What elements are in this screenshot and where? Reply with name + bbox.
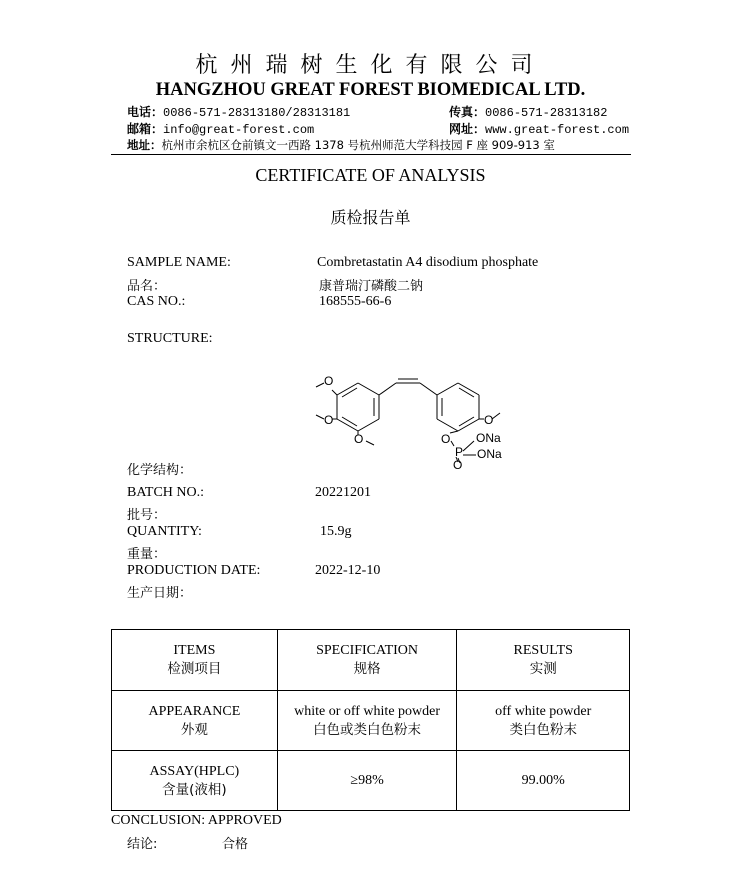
header-divider bbox=[111, 154, 631, 155]
item-cn: 外观 bbox=[180, 721, 208, 738]
atom-oxygen: O bbox=[453, 458, 463, 472]
batch-label: BATCH NO.: bbox=[127, 485, 205, 500]
phone-line bbox=[127, 103, 350, 120]
table-row bbox=[112, 691, 630, 751]
item-en: ASSAY(HPLC) bbox=[149, 763, 240, 779]
item-cn: 含量(液相) bbox=[162, 781, 227, 798]
cell-specification: ≥98% bbox=[277, 751, 457, 811]
atom-phosphorus: P bbox=[455, 445, 464, 459]
address-line bbox=[127, 137, 555, 153]
quantity-label: QUANTITY: bbox=[127, 524, 202, 539]
conclusion-label-cn: 结论: bbox=[127, 837, 158, 852]
chemical-structure bbox=[310, 365, 510, 473]
company-name-cn: 杭州瑞树生化有限公司 bbox=[195, 53, 546, 78]
certificate-title: CERTIFICATE OF ANALYSIS bbox=[255, 165, 486, 185]
cell-specification bbox=[277, 691, 457, 751]
results-table bbox=[111, 629, 630, 811]
production-date-label: PRODUCTION DATE: bbox=[127, 563, 261, 578]
atom-oxygen: O bbox=[354, 432, 364, 446]
header-results-cn: 实测 bbox=[529, 661, 557, 677]
phone-value: 0086-571-28313180/28313181 bbox=[163, 106, 351, 120]
cell-item bbox=[112, 751, 278, 811]
atom-sodium-oxide: ONa bbox=[477, 447, 502, 461]
website-label: 网址： bbox=[449, 122, 486, 136]
email-label: 邮箱： bbox=[127, 122, 164, 136]
quantity-label-cn: 重量： bbox=[127, 547, 167, 562]
item-en: APPEARANCE bbox=[148, 703, 241, 719]
atom-oxygen: O bbox=[484, 413, 494, 427]
header-items-en: ITEMS bbox=[173, 643, 216, 658]
cell-result: 99.00% bbox=[457, 751, 630, 811]
header-spec-cn: 规格 bbox=[353, 661, 381, 677]
address-value: 杭州市余杭区仓前镇文一西路 1378 号杭州师范大学科技园 F 座 909-913 室 bbox=[161, 138, 555, 152]
batch-value: 20221201 bbox=[315, 485, 371, 500]
cell-result bbox=[457, 691, 630, 751]
cas-value: 168555-66-6 bbox=[319, 294, 392, 309]
batch-label-cn: 批号： bbox=[127, 508, 167, 523]
address-label: 地址： bbox=[127, 138, 162, 152]
conclusion-label: CONCLUSION: APPROVED bbox=[111, 813, 282, 828]
fax-value: 0086-571-28313182 bbox=[485, 106, 608, 120]
result-en: off white powder bbox=[495, 703, 592, 719]
header-items-cn: 检测项目 bbox=[167, 661, 222, 677]
header-cell-items bbox=[112, 630, 278, 691]
spec-cn: 白色或类白色粉末 bbox=[313, 721, 422, 738]
sample-name-value-cn: 康普瑞汀磷酸二钠 bbox=[319, 279, 424, 294]
email-value: info@great-forest.com bbox=[163, 123, 315, 137]
fax-line bbox=[449, 103, 607, 120]
website-value: www.great-forest.com bbox=[485, 123, 630, 137]
atom-oxygen: O bbox=[441, 432, 451, 446]
table-row bbox=[112, 751, 630, 811]
header-cell-results bbox=[457, 630, 630, 691]
table-header-row bbox=[112, 630, 630, 691]
website-line bbox=[449, 120, 629, 137]
atom-sodium-oxide: ONa bbox=[476, 431, 501, 445]
phone-label: 电话： bbox=[127, 105, 164, 119]
cell-item bbox=[112, 691, 278, 751]
quantity-value: 15.9g bbox=[320, 524, 352, 539]
email-line bbox=[127, 120, 314, 137]
production-date-label-cn: 生产日期： bbox=[127, 586, 193, 601]
sample-name-label-cn: 品名： bbox=[127, 279, 167, 294]
fax-label: 传真： bbox=[449, 105, 486, 119]
sample-name-value: Combretastatin A4 disodium phosphate bbox=[317, 255, 539, 270]
header-spec-en: SPECIFICATION bbox=[316, 643, 419, 658]
structure-label: STRUCTURE: bbox=[127, 331, 213, 346]
spec-en: white or off white powder bbox=[294, 703, 441, 719]
result-cn: 类白色粉末 bbox=[509, 721, 577, 738]
structure-label-cn: 化学结构： bbox=[127, 463, 193, 478]
conclusion-value-cn: 合格 bbox=[222, 837, 249, 852]
certificate-title-cn: 质检报告单 bbox=[330, 208, 411, 227]
atom-oxygen: O bbox=[324, 413, 334, 427]
cas-label: CAS NO.: bbox=[127, 294, 186, 309]
header-cell-specification bbox=[277, 630, 457, 691]
sample-name-label: SAMPLE NAME: bbox=[127, 255, 231, 270]
company-name-en: HANGZHOU GREAT FOREST BIOMEDICAL LTD. bbox=[155, 80, 586, 100]
production-date-value: 2022-12-10 bbox=[315, 563, 381, 578]
header-results-en: RESULTS bbox=[513, 643, 573, 658]
atom-oxygen: O bbox=[324, 374, 334, 388]
